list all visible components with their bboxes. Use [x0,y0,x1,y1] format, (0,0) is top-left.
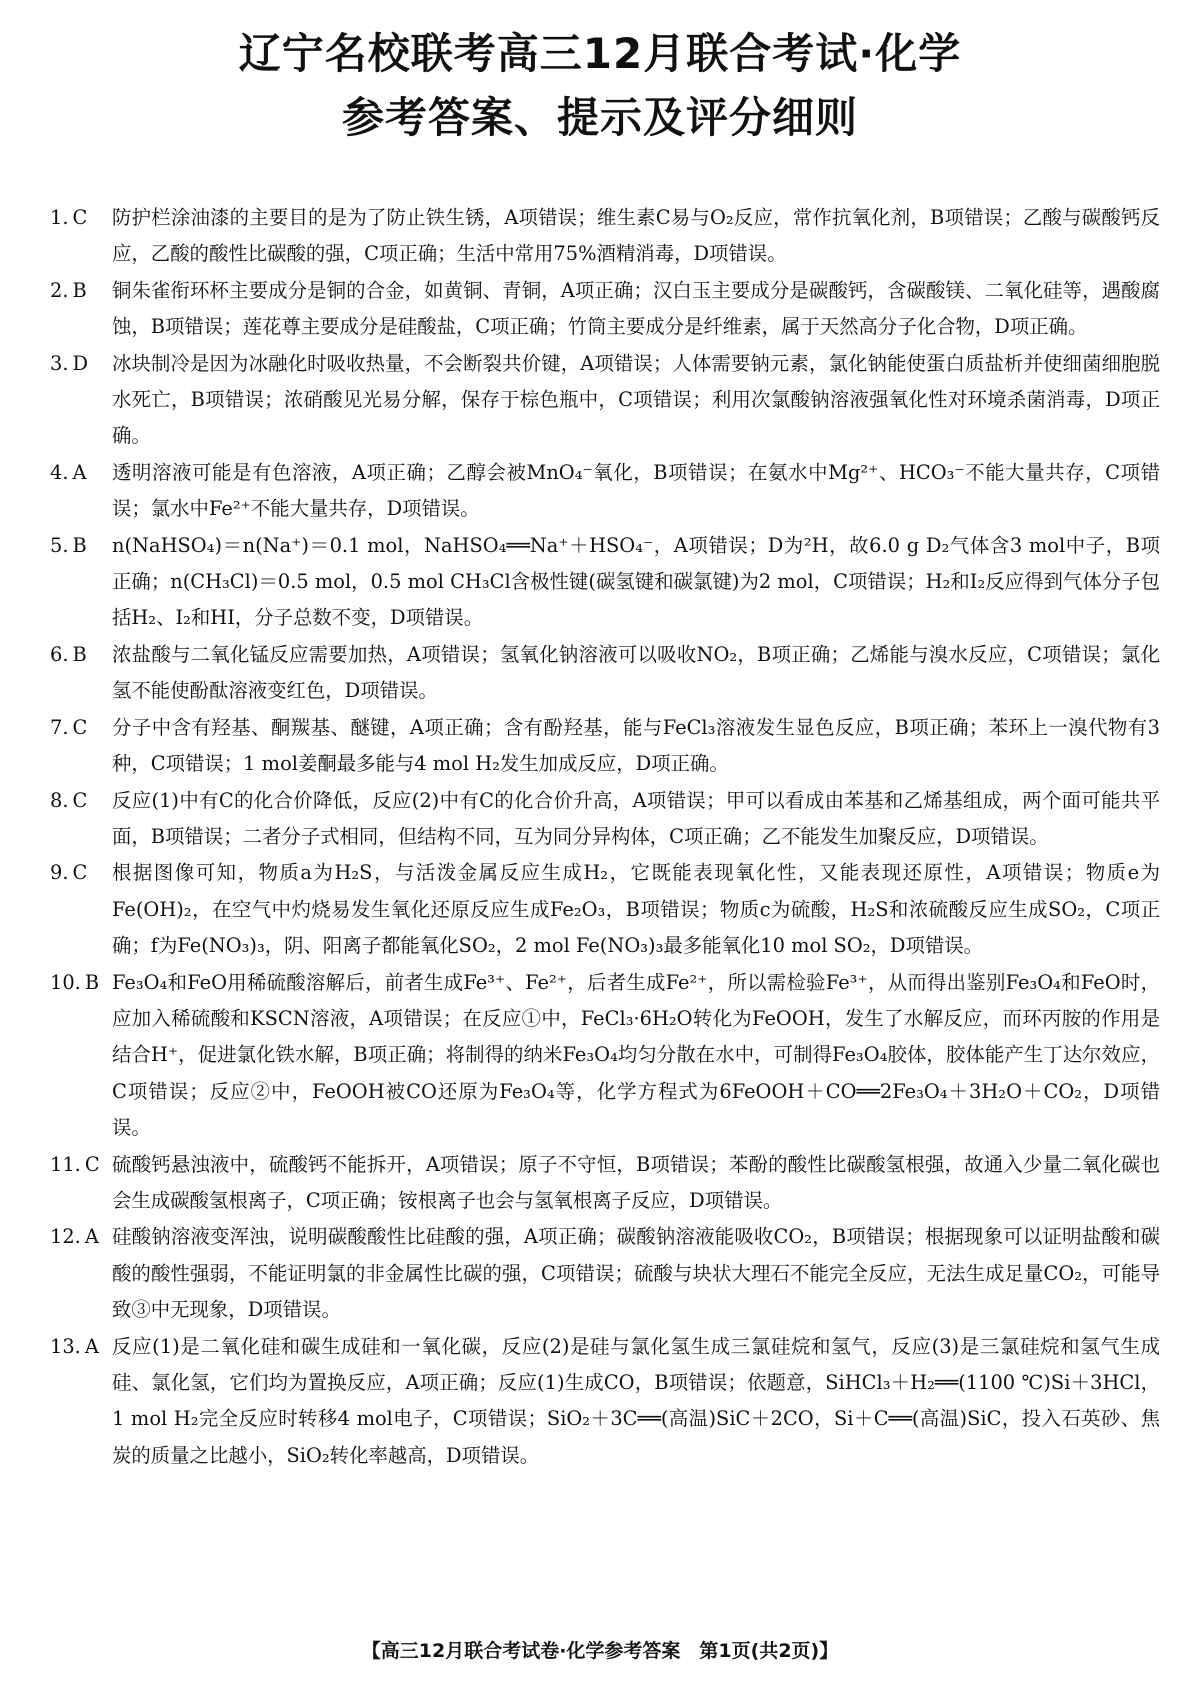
answer-number: 5. B [50,533,87,557]
answer-list [50,200,1160,1474]
answer-number: 8. C [50,788,88,812]
answer-item-8 [50,783,1160,856]
answer-item-7 [50,710,1160,783]
answer-number: 10. B [50,970,100,994]
answer-item-10 [50,965,1160,1147]
answer-key: A [84,1334,99,1358]
answer-item-11 [50,1147,1160,1220]
answer-number: 11. C [50,1152,100,1176]
answer-item-9 [50,855,1160,964]
answer-item-3 [50,346,1160,455]
answer-explanation: 铜朱雀衔环杯主要成分是铜的合金，如黄铜、青铜，A项正确；汉白玉主要成分是碳酸钙，含碳酸镁、二氧化硅等，遇酸腐蚀，B项错误；莲花尊主要成分是硅酸盐，C项正确；竹筒主要成分是纤维素，属于天然高分子化合物，D项正确。 [112,278,1160,339]
page-title: 辽宁名校联考高三12月联合考试·化学 [238,29,962,78]
answer-explanation: 防护栏涂油漆的主要目的是为了防止铁生锈，A项错误；维生素C易与O₂反应，常作抗氧化剂，B项错误；乙酸与碳酸钙反应，乙酸的酸性比碳酸的强，C项正确；生活中常用75%酒精消毒，D项错误。 [112,206,1160,266]
answer-number: 3. D [50,351,89,375]
answer-explanation: 硅酸钠溶液变浑浊，说明碳酸酸性比硅酸的强，A项正确；碳酸钠溶液能吸收CO₂，B项错误；根据现象可以证明盐酸和碳酸的酸性强弱，不能证明氯的非金属性比碳的强，C项错误；硫酸与块状大理石不能完全反应，无法生成足量CO₂，可能导致③中无现象，D项错误。 [112,1225,1160,1322]
answer-explanation: Fe₃O₄和FeO用稀硫酸溶解后，前者生成Fe³⁺、Fe²⁺，后者生成Fe²⁺，所以需检验Fe³⁺，从而得出鉴别Fe₃O₄和FeO时，应加入稀硫酸和KSCN溶液，A项错误；在反应①中，FeCl₃·6H₂O转化为FeOOH，发生了水解反应，而环丙胺的作用是结合H⁺，促进氯化铁水解，B项正确；将制得的纳米Fe₃O₄均匀分散在水中，可制得Fe₃O₄胶体，胶体能产生丁达尔效应，C项错误；反应②中，FeOOH被CO还原为Fe₃O₄等，化学方程式为6FeOOH＋CO══2Fe₃O₄＋3H₂O＋CO₂，D项错误。 [112,970,1160,1140]
answer-key: B [72,533,87,557]
answer-number: 2. B [50,278,87,302]
answer-number: 6. B [50,642,87,666]
answer-explanation: 硫酸钙悬浊液中，硫酸钙不能拆开，A项错误；原子不守恒，B项错误；苯酚的酸性比碳酸氢根强，故通入少量二氧化碳也会生成碳酸氢根离子，C项正确；铵根离子也会与氢氧根离子反应，D项错误。 [112,1152,1160,1212]
answer-key: C [72,861,88,885]
answer-key: A [84,1225,99,1249]
answer-key: B [72,642,87,666]
answer-item-6 [50,637,1160,710]
answer-explanation: 冰块制冷是因为冰融化时吸收热量，不会断裂共价键，A项错误；人体需要钠元素，氯化钠能使蛋白质盐析并使细菌细胞脱水死亡，B项错误；浓硝酸见光易分解，保存于棕色瓶中，C项错误；利用次氯酸钠溶液强氧化性对环境杀菌消毒，D项正确。 [112,351,1160,448]
answer-number: 13. A [50,1334,99,1358]
answer-number: 12. A [50,1225,99,1249]
answer-number: 7. C [50,715,88,739]
page-subtitle: 参考答案、提示及评分细则 [341,93,858,142]
answer-explanation: 浓盐酸与二氧化锰反应需要加热，A项错误；氢氧化钠溶液可以吸收NO₂，B项正确；乙烯能与溴水反应，C项错误；氯化氢不能使酚酞溶液变红色，D项错误。 [112,642,1160,703]
answer-number: 4. A [50,460,87,484]
answer-key: D [72,351,89,375]
answer-key: C [72,715,88,739]
answer-explanation: 反应(1)是二氧化硅和碳生成硅和一氧化碳，反应(2)是硅与氯化氢生成三氯硅烷和氢气，反应(3)是三氯硅烷和氢气生成硅、氯化氢，它们均为置换反应，A项正确；反应(1)生成CO，B项错误；依题意，SiHCl₃＋H₂══(1100 ℃)Si＋3HCl，1 mol H₂完全反应时转移4 mol电子，C项错误；SiO₂＋3C══(高温)SiC＋2CO，Si＋C══(高温)SiC，投入石英砂、焦炭的质量之比越小，SiO₂转化率越高，D项错误。 [112,1334,1160,1467]
answer-explanation: 反应(1)中有C的化合价降低，反应(2)中有C的化合价升高，A项错误；甲可以看成由苯基和乙烯基组成，两个面可能共平面，B项错误；二者分子式相同，但结构不同，互为同分异构体，C项正确；乙不能发生加聚反应，D项错误。 [112,788,1160,848]
answer-explanation: 根据图像可知，物质a为H₂S，与活泼金属反应生成H₂，它既能表现氧化性，又能表现还原性，A项错误；物质e为Fe(OH)₂，在空气中灼烧易发生氧化还原反应生成Fe₂O₃，B项错误；物质c为硫酸，H₂S和浓硫酸反应生成SO₂，C项正确；f为Fe(NO₃)₃，阴、阳离子都能氧化SO₂，2 mol Fe(NO₃)₃最多能氧化10 mol SO₂，D项错误。 [112,861,1160,958]
answer-key: B [72,278,87,302]
answer-number: 9. C [50,861,88,885]
answer-explanation: n(NaHSO₄)＝n(Na⁺)＝0.1 mol，NaHSO₄══Na⁺＋HSO₄⁻，A项错误；D为²H，故6.0 g D₂气体含3 mol中子，B项正确；n(CH₃Cl)＝0.5 mol，0.5 mol CH₃Cl含极性键(碳氢键和碳氯键)为2 mol，C项错误；H₂和I₂反应得到气体分子包括H₂、I₂和HI，分子总数不变，D项错误。 [112,533,1160,630]
answer-key: C [72,788,88,812]
answer-item-13 [50,1329,1160,1475]
answer-item-12 [50,1219,1160,1328]
document-header [0,22,1200,150]
answer-item-5 [50,528,1160,637]
answer-number: 1. C [50,206,88,229]
answer-key: C [84,1152,100,1176]
answer-explanation: 分子中含有羟基、酮羰基、醚键，A项正确；含有酚羟基，能与FeCl₃溶液发生显色反应，B项正确；苯环上一溴代物有3种，C项错误；1 mol姜酮最多能与4 mol H₂发生加成反应，D项正确。 [112,715,1160,776]
answer-key: C [72,206,88,229]
answer-key: B [84,970,100,994]
page-footer: 【高三12月联合考试卷·化学参考答案 第1页(共2页)】 [361,1640,839,1662]
answer-key: A [72,460,87,484]
answer-item-4 [50,455,1160,528]
answer-explanation: 透明溶液可能是有色溶液，A项正确；乙醇会被MnO₄⁻氧化，B项错误；在氨水中Mg²⁺、HCO₃⁻不能大量共存，C项错误；氯水中Fe²⁺不能大量共存，D项错误。 [112,460,1160,521]
answer-item-2 [50,273,1160,346]
answer-item-1 [50,200,1160,273]
